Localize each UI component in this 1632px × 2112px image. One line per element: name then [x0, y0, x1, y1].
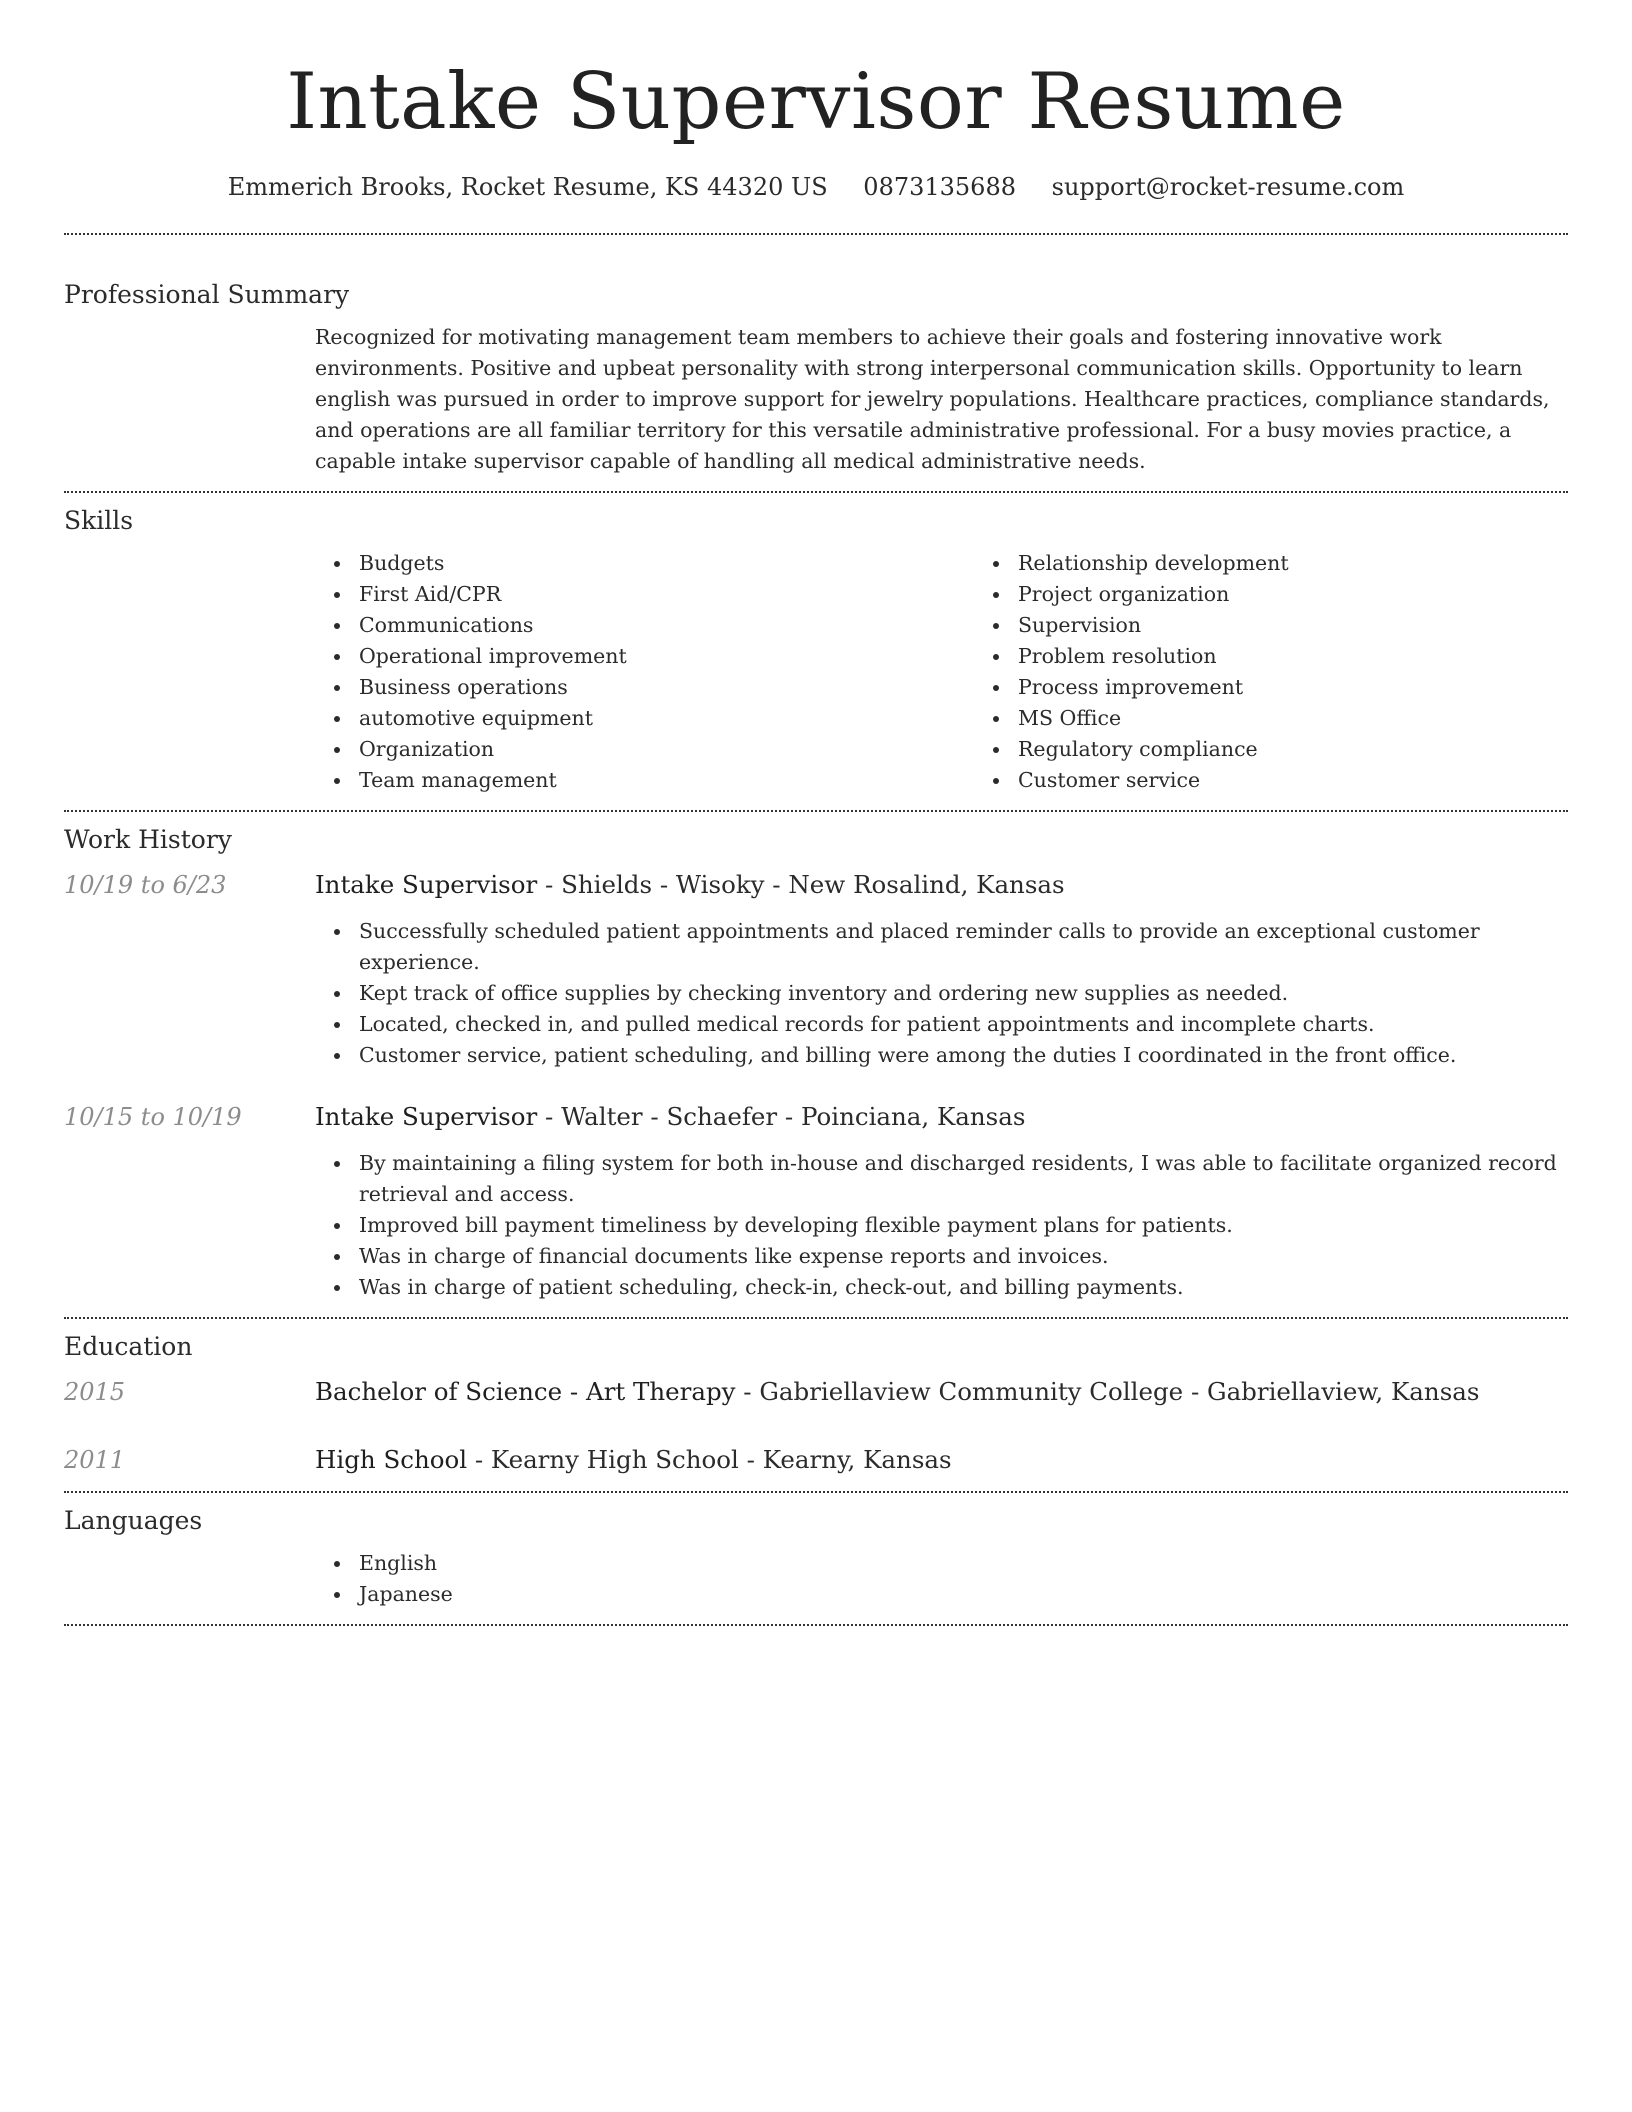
skills-list-right — [974, 548, 1632, 796]
section-divider — [64, 1624, 1568, 1626]
skill-item: Process improvement — [1018, 672, 1632, 703]
skill-item: Relationship development — [1018, 548, 1632, 579]
job-header — [315, 868, 1568, 902]
skill-item: MS Office — [1018, 703, 1632, 734]
job-title: Intake Supervisor — [315, 870, 538, 899]
job-details: - Walter - Schaefer - Poinciana, Kansas — [537, 1102, 1026, 1131]
skill-item: Supervision — [1018, 610, 1632, 641]
education-entry — [64, 1443, 1568, 1477]
education-header — [315, 1375, 1568, 1409]
job-entry — [64, 1100, 1568, 1134]
job-bullets — [64, 1148, 1568, 1303]
job-bullet: Improved bill payment timeliness by developing flexible payment plans for patients. — [359, 1210, 1568, 1241]
skill-item: Problem resolution — [1018, 641, 1632, 672]
work-history-heading: Work History — [64, 825, 232, 854]
page-title: Intake Supervisor Resume — [286, 57, 1346, 147]
contact-phone: 0873135688 — [863, 173, 1016, 201]
skill-item: Budgets — [359, 548, 974, 579]
education-degree: High School — [315, 1445, 468, 1474]
skills-list-left — [315, 548, 974, 796]
education-details: - Gabriellaview Community College - Gabriellaview, Kansas — [735, 1377, 1480, 1406]
job-header — [315, 1100, 1568, 1134]
skills-heading: Skills — [64, 506, 134, 535]
skill-item: First Aid/CPR — [359, 579, 974, 610]
skill-item: Business operations — [359, 672, 974, 703]
job-details: - Shields - Wisoky - New Rosalind, Kansas — [537, 870, 1065, 899]
contact-address: Emmerich Brooks, Rocket Resume, KS 44320 US — [227, 173, 828, 201]
job-dates: 10/19 to 6/23 — [64, 871, 227, 899]
education-degree: Bachelor of Science - Art Therapy — [315, 1377, 736, 1406]
summary-heading: Professional Summary — [64, 280, 350, 309]
job-bullet: Was in charge of patient scheduling, check-in, check-out, and billing payments. — [359, 1272, 1568, 1303]
job-bullets — [64, 916, 1568, 1071]
languages-section — [64, 1548, 1568, 1610]
contact-line — [64, 170, 1568, 204]
job-bullet: Located, checked in, and pulled medical records for patient appointments and incomplete charts. — [359, 1009, 1568, 1040]
education-heading: Education — [64, 1332, 193, 1361]
skill-item: Organization — [359, 734, 974, 765]
section-divider — [64, 810, 1568, 812]
skills-section — [64, 548, 1568, 796]
section-divider — [64, 1491, 1568, 1493]
language-item: English — [359, 1548, 1568, 1579]
skill-item: Communications — [359, 610, 974, 641]
job-dates: 10/15 to 10/19 — [64, 1103, 242, 1131]
skill-item: Regulatory compliance — [1018, 734, 1632, 765]
section-divider — [64, 233, 1568, 235]
job-bullet: Customer service, patient scheduling, and billing were among the duties I coordinated in the front office. — [359, 1040, 1568, 1071]
languages-heading: Languages — [64, 1506, 203, 1535]
section-divider — [64, 1317, 1568, 1319]
education-year: 2011 — [64, 1446, 126, 1474]
education-entry — [64, 1375, 1568, 1409]
skill-item: Operational improvement — [359, 641, 974, 672]
skill-item: Team management — [359, 765, 974, 796]
language-item: Japanese — [359, 1579, 1568, 1610]
job-entry — [64, 868, 1568, 902]
section-divider — [64, 491, 1568, 493]
job-bullet: Was in charge of financial documents like expense reports and invoices. — [359, 1241, 1568, 1272]
summary-text: Recognized for motivating management team members to achieve their goals and fostering innovative work environments. Positive and upbeat personality with strong interpersonal communication skills. Opportunity to learn english was pursued in order to improve support for jewelry populations. Healthcare practices, compliance standards, and operations are all familiar territory for this versatile administrative professional. For a busy movies practice, a capable intake supervisor capable of handling all medical administrative needs. — [315, 325, 1550, 473]
job-bullet: Successfully scheduled patient appointments and placed reminder calls to provide an exceptional customer experience. — [359, 916, 1568, 978]
contact-email: support@rocket-resume.com — [1051, 173, 1405, 201]
education-year: 2015 — [64, 1378, 126, 1406]
skill-item: Customer service — [1018, 765, 1632, 796]
skill-item: Project organization — [1018, 579, 1632, 610]
skill-item: automotive equipment — [359, 703, 974, 734]
job-title: Intake Supervisor — [315, 1102, 538, 1131]
job-bullet: Kept track of office supplies by checking inventory and ordering new supplies as needed. — [359, 978, 1568, 1009]
education-details: - Kearny High School - Kearny, Kansas — [467, 1445, 952, 1474]
job-bullet: By maintaining a filing system for both in-house and discharged residents, I was able to facilitate organized record retrieval and access. — [359, 1148, 1568, 1210]
education-header — [315, 1443, 1568, 1477]
summary-section — [64, 322, 1568, 477]
